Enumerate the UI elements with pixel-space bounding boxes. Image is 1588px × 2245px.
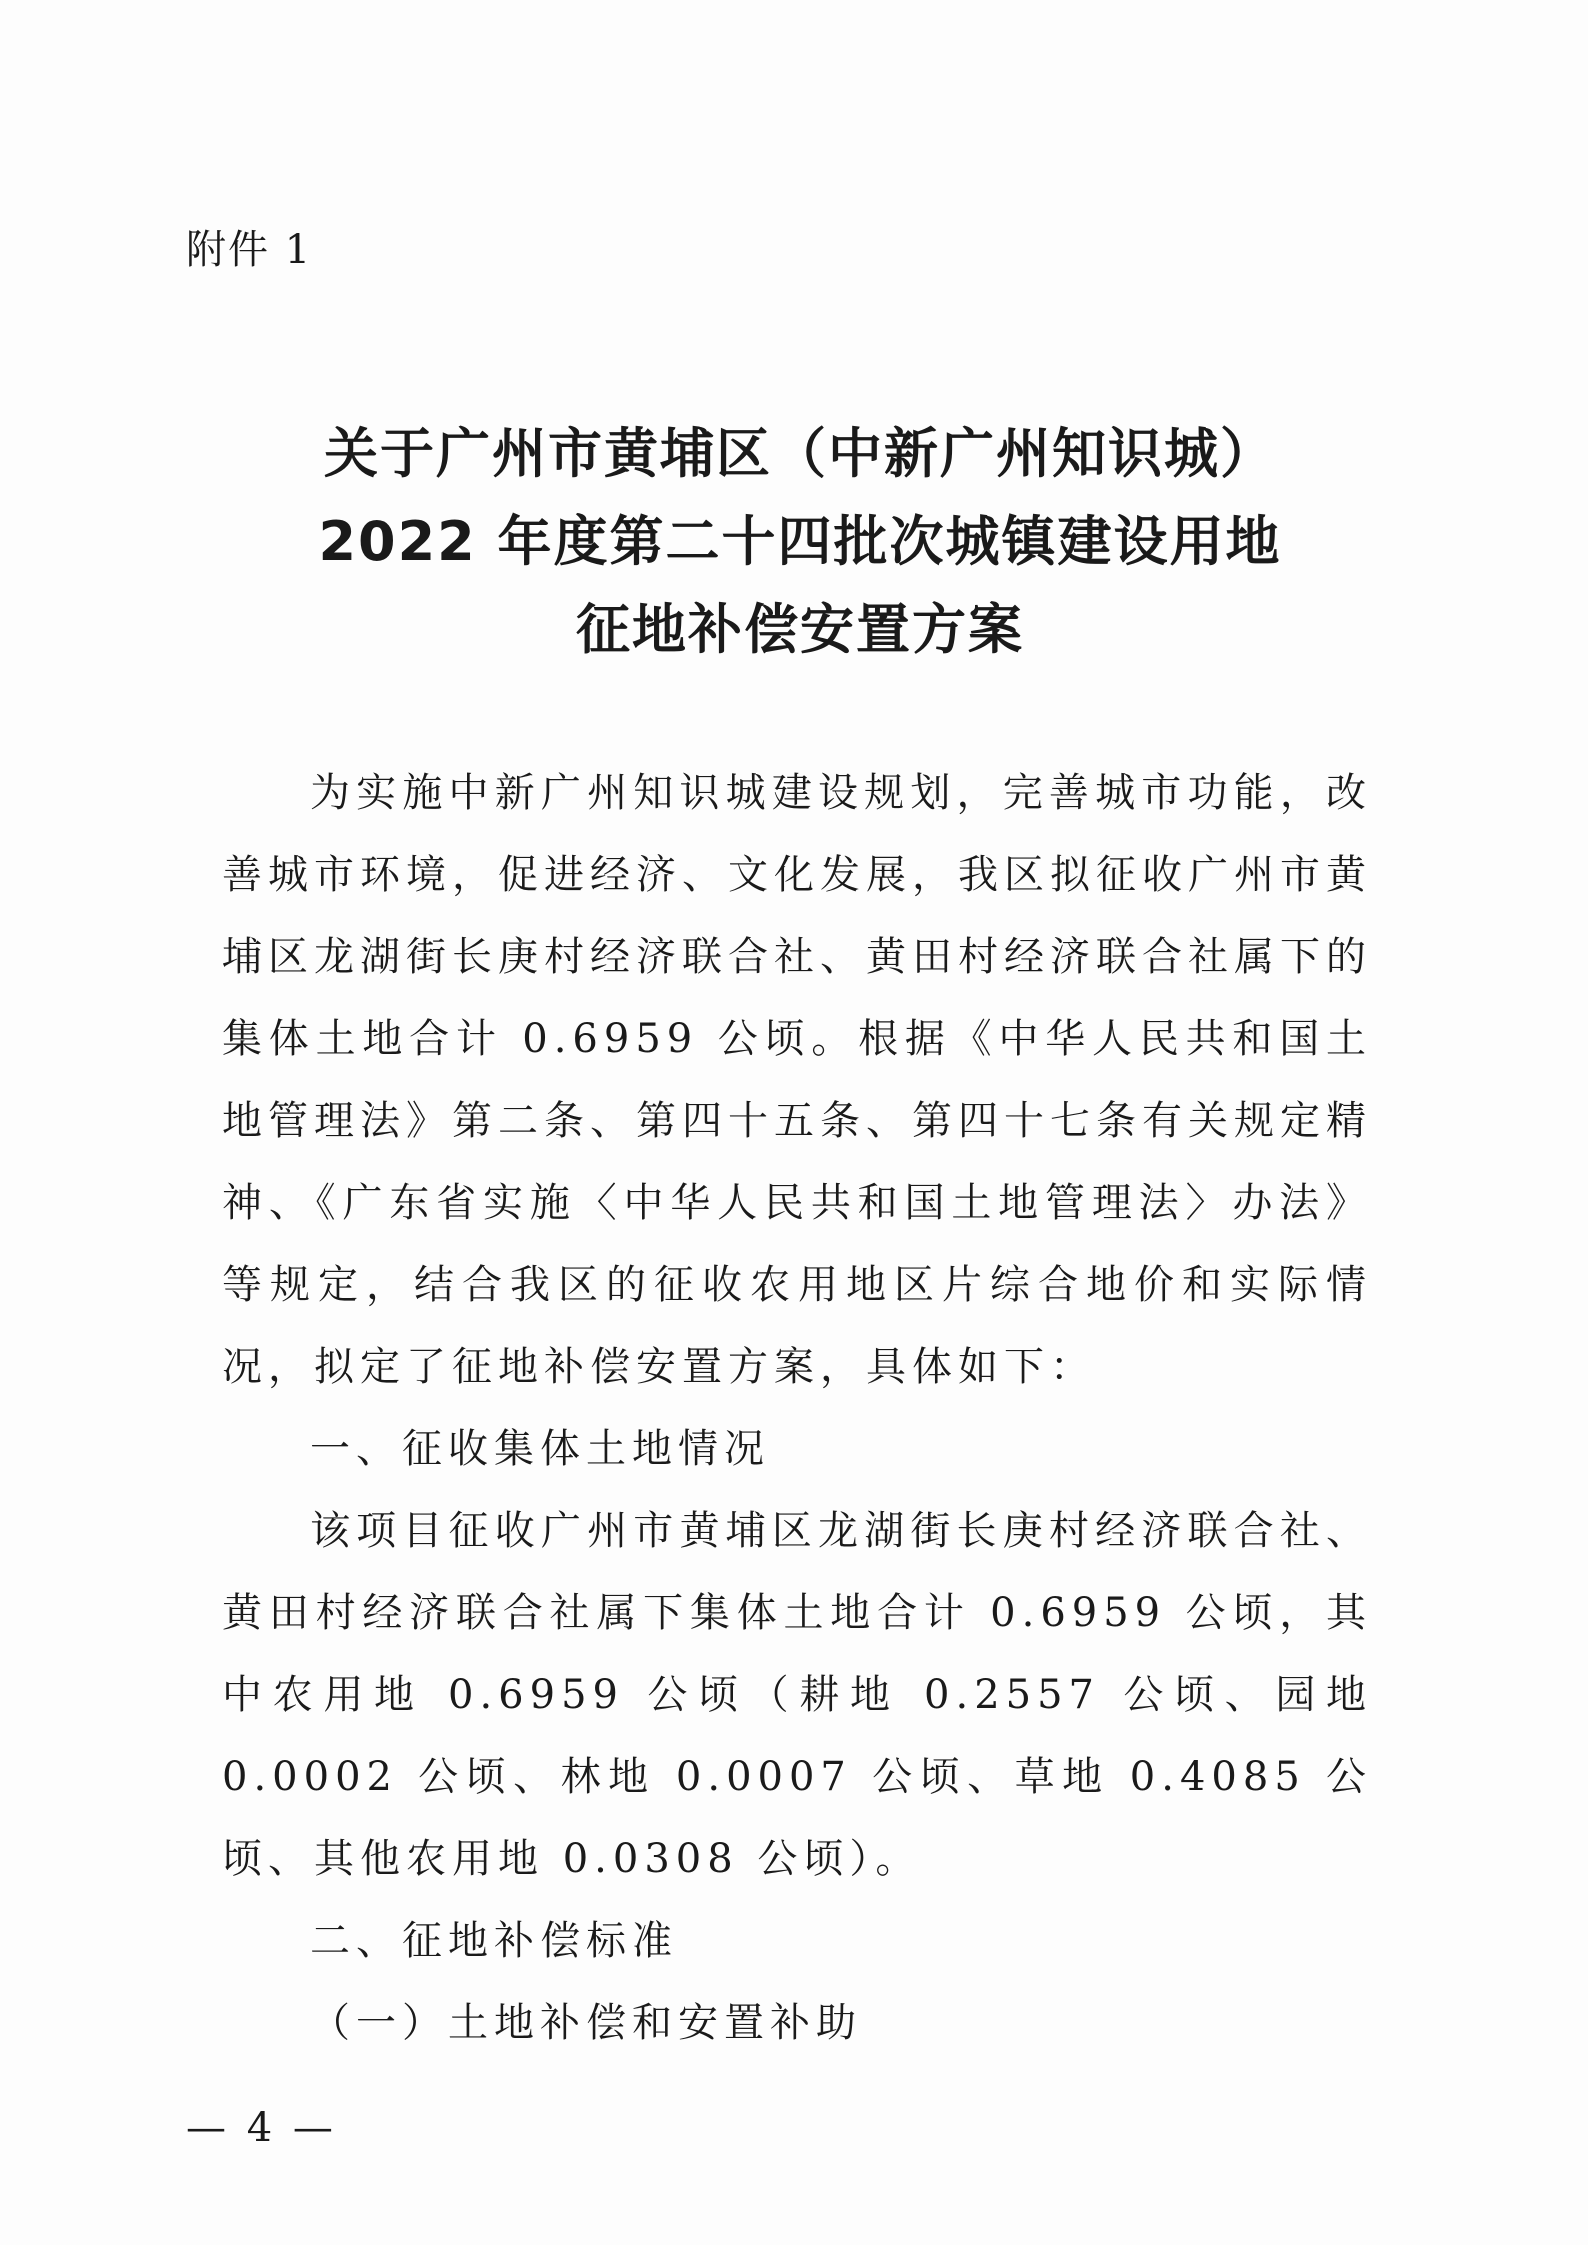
- intro-paragraph: 为实施中新广州知识城建设规划，完善城市功能，改善城市环境，促进经济、文化发展，我区拟征收广州市黄埔区龙湖街长庚村经济联合社、黄田村经济联合社属下的集体土地合计 0.6959 公顷。根据《中华人民共和国土地管理法》第二条、第四十五条、第四十七条有关规定精神、《广东省实施〈中华人民共和国土地管理法〉办法》等规定，结合我区的征收农用地区片综合地价和实际情况，拟定了征地补偿安置方案，具体如下：: [222, 770, 1372, 1390]
- title-line-3: 征地补偿安置方案: [576, 598, 1024, 661]
- section-2-heading: 二、征地补偿标准: [310, 1918, 678, 1964]
- document-body: [222, 752, 1372, 2064]
- page-number: — 4 —: [186, 2105, 337, 2151]
- section-1-heading: 一、征收集体土地情况: [310, 1426, 770, 1472]
- section-1-paragraph: 该项目征收广州市黄埔区龙湖街长庚村经济联合社、黄田村经济联合社属下集体土地合计 0.6959 公顷，其中农用地 0.6959 公顷（耕地 0.2557 公顷、园地 0.0002 公顷、林地 0.0007 公顷、草地 0.4085 公顷、其他农用地 0.0308 公顷）。: [222, 1508, 1372, 1882]
- section-2-subheading-1: （一）土地补偿和安置补助: [310, 2000, 862, 2046]
- title-line-1: 关于广州市黄埔区（中新广州知识城）: [324, 422, 1276, 485]
- title-line-2: 2022 年度第二十四批次城镇建设用地: [318, 510, 1282, 573]
- document-title: [150, 410, 1450, 674]
- attachment-label: 附件 1: [186, 227, 313, 273]
